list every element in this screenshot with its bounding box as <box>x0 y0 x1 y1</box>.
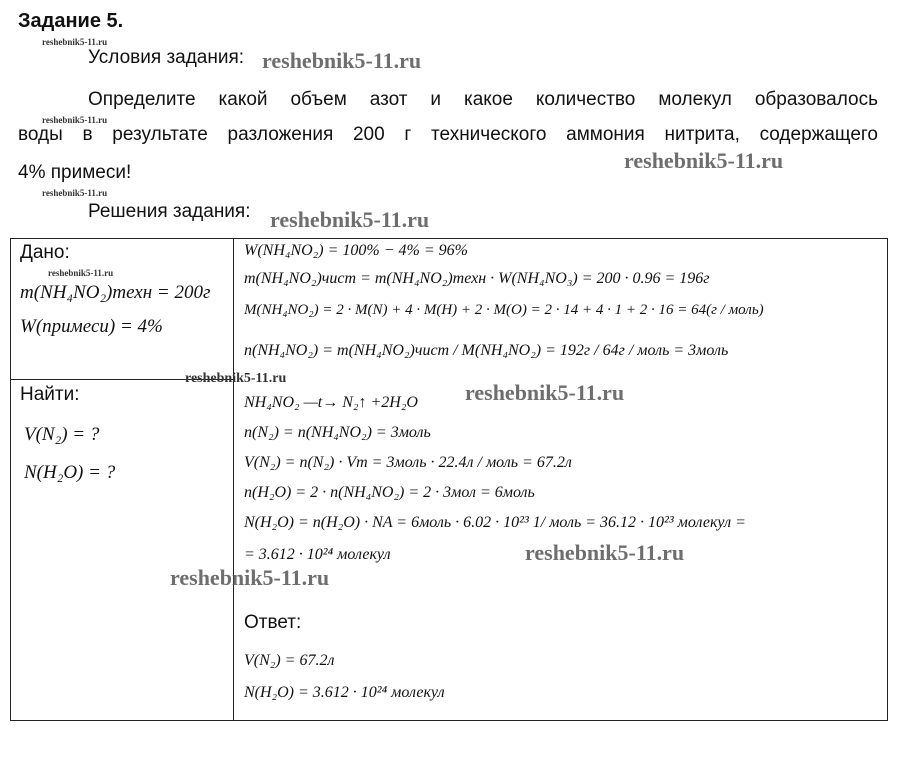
watermark-small: reshebnik5-11.ru <box>42 115 108 125</box>
watermark-big: reshebnik5-11.ru <box>270 207 430 232</box>
find-volume: V(N₂) = ? <box>24 424 100 445</box>
solution-line-3: M(NH₄NO₂) = 2 · M(N) + 4 · M(H) + 2 · M(O) = 2 · 14 + 4 · 1 + 2 · 16 = 64(г / моль) <box>244 302 764 318</box>
solution-line-8: N(H₂O) = n(H₂O) · NA = 6моль · 6.02 · 10²³ 1/ моль = 36.12 · 10²³ молекул = <box>244 514 746 531</box>
given-mass: m(NH₄NO₂)техн = 200г <box>20 282 211 303</box>
solution-line-1: W(NH₄NO₂) = 100% − 4% = 96% <box>244 242 468 259</box>
watermark-small: reshebnik5-11.ru <box>48 268 114 278</box>
watermark-big: reshebnik5-11.ru <box>465 380 625 405</box>
reaction-equation: NH₄NO₂ —t→ N₂↑ +2H₂O <box>244 394 418 411</box>
given-label: Дано: <box>20 242 70 263</box>
watermark-small: reshebnik5-11.ru <box>42 188 108 198</box>
solution-line-2: m(NH₄NO₂)чист = m(NH₄NO₂)техн · W(NH₄NO₃) = 200 · 0.96 = 196г <box>244 270 710 287</box>
watermark-big: reshebnik5-11.ru <box>624 148 784 173</box>
table-column-divider <box>233 238 234 720</box>
answer-label: Ответ: <box>244 612 302 633</box>
conditions-label: Условия задания: <box>88 47 245 68</box>
problem-text-line-3: 4% примеси! <box>18 162 132 183</box>
solution-line-7: n(H₂O) = 2 · n(NH₄NO₂) = 2 · 3мол = 6моль <box>244 484 535 501</box>
answer-volume: V(N₂) = 67.2л <box>244 652 335 669</box>
solution-line-5: n(N₂) = n(NH₄NO₂) = 3моль <box>244 424 431 441</box>
solution-line-4: n(NH₄NO₂) = m(NH₄NO₂)чист / M(NH₄NO₂) = 192г / 64г / моль = 3моль <box>244 342 729 359</box>
watermark-big: reshebnik5-11.ru <box>170 565 330 590</box>
find-molecules: N(H₂O) = ? <box>24 462 116 483</box>
task-title: Задание 5. <box>18 10 124 32</box>
watermark-small: reshebnik5-11.ru <box>42 37 108 47</box>
solution-line-6: V(N₂) = n(N₂) · Vm = 3моль · 22.4л / моль = 67.2л <box>244 454 572 471</box>
find-label: Найти: <box>20 384 80 405</box>
solution-line-9: = 3.612 · 10²⁴ молекул <box>244 546 391 563</box>
watermark-small: reshebnik5-11.ru <box>185 371 287 386</box>
problem-text-line-1: Определите какой объем азот и какое количество молекул образовалось <box>88 89 878 110</box>
solution-label: Решения задания: <box>88 201 251 222</box>
given-impurity: W(примеси) = 4% <box>20 316 163 337</box>
watermark-big: reshebnik5-11.ru <box>262 48 422 73</box>
answer-molecules: N(H₂O) = 3.612 · 10²⁴ молекул <box>244 684 445 701</box>
problem-text-line-2: воды в результате разложения 200 г технического аммония нитрита, содержащего <box>18 124 878 145</box>
watermark-big: reshebnik5-11.ru <box>525 540 685 565</box>
